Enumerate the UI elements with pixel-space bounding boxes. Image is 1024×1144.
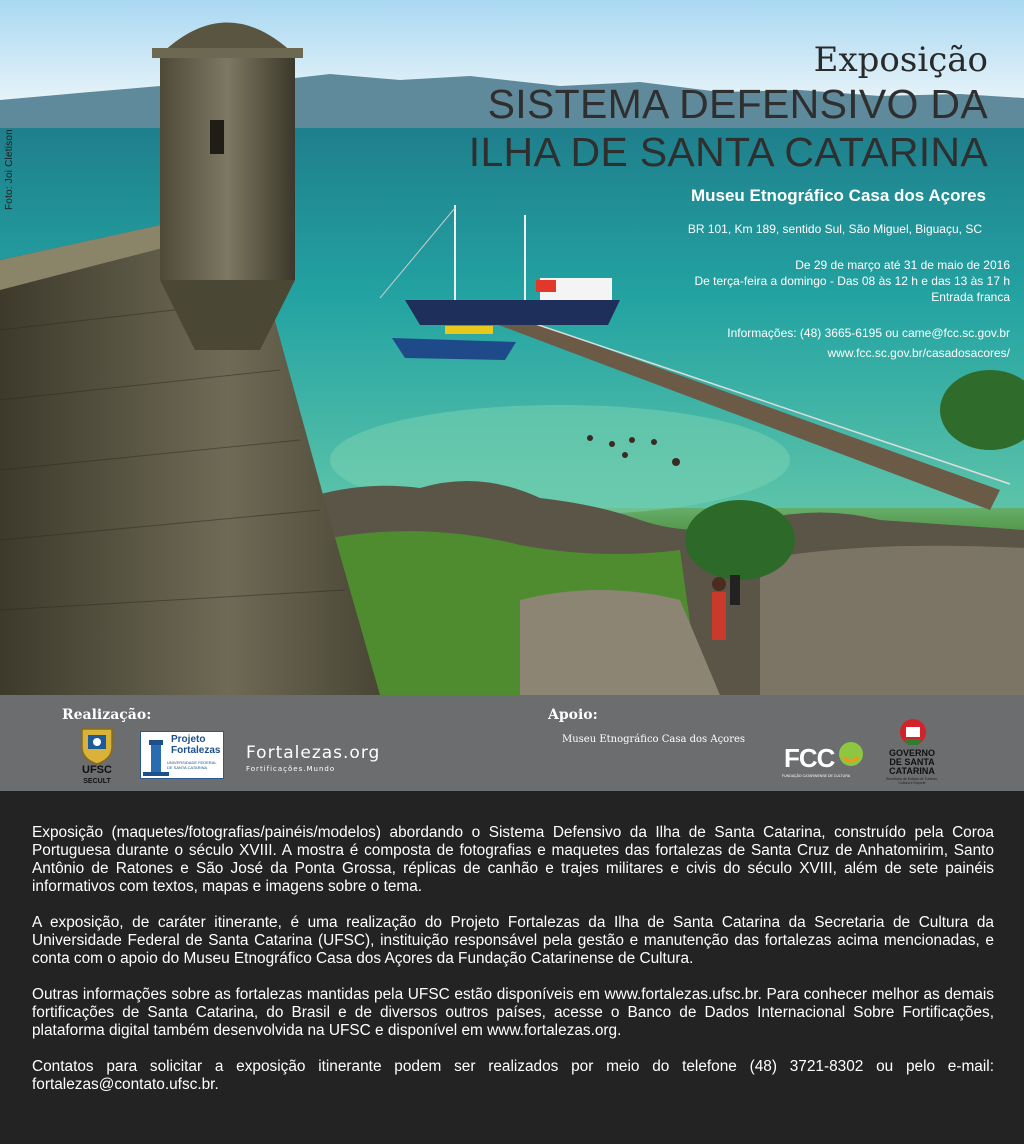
projeto-fortalezas-text (171, 734, 220, 756)
fcc-logo-sub: FUNDAÇÃO CATARINENSE DE CULTURA (782, 774, 851, 778)
ufsc-logo-text: UFSC (82, 764, 112, 776)
projeto-logo-small: UNIVERSIDADE FEDERAL DE SANTA CATARINA (167, 760, 217, 770)
ufsc-crest-icon (78, 725, 116, 765)
fortalezas-org-logo: Fortalezas.org (246, 743, 381, 763)
gov-logo-line1: GOVERNO (888, 748, 935, 758)
apoio-heading: Apoio: (548, 707, 598, 723)
opening-hours: De terça-feira a domingo - Das 08 às 12 h e das 13 às 17 h (694, 274, 1010, 288)
projeto-logo-line1: Projeto (171, 734, 206, 745)
exhibition-dates: De 29 de março até 31 de maio de 2016 (795, 258, 1010, 272)
gov-logo-sub: Secretaria de Estado de Turismo, Cultura e Esporte (886, 777, 938, 785)
realizacao-heading: Realização: (62, 707, 152, 723)
description-text (32, 824, 994, 1112)
description-paragraph: Outras informações sobre as fortalezas mantidas pela UFSC estão disponíveis em www.fortalezas.ufsc.br. Para conhecer melhor as demais fortificações de Santa Catarina, do Brasil e de diversos outros países, acesse o Banco de Dados Internacional Sobre Fortificações, plataforma digital também desenvolvida na UFSC e disponível em www.fortalezas.org. (32, 986, 994, 1039)
venue-name: Museu Etnográfico Casa dos Açores (690, 186, 986, 205)
fcc-logo: FCC (784, 743, 835, 773)
exhibition-title-line2: ILHA DE SANTA CATARINA (468, 129, 988, 175)
gov-logo-line2: DE SANTA (889, 757, 935, 767)
schedule (694, 257, 1010, 305)
fcc-hand-icon (836, 739, 866, 769)
website-link[interactable]: www.fcc.sc.gov.br/casadosacores/ (827, 346, 1010, 360)
description-paragraph: Contatos para solicitar a exposição itinerante podem ser realizados por meio do telefone (48) 3721-8302 ou pelo e-mail: fortalezas@contato.ufsc.br. (32, 1058, 994, 1093)
venue-address: BR 101, Km 189, sentido Sul, São Miguel, Biguaçu, SC (687, 222, 982, 236)
fortalezas-org-sub: Fortificações.Mundo (246, 765, 336, 773)
exhibition-kicker: Exposição (813, 40, 988, 80)
info-contact: Informações: (48) 3665-6195 ou came@fcc.sc.gov.br (727, 326, 1010, 340)
santa-catarina-crest-icon (898, 717, 928, 747)
apoio-museum: Museu Etnográfico Casa dos Açores (562, 734, 746, 745)
sponsors-strip (0, 695, 1024, 791)
ufsc-logo (76, 765, 118, 787)
contact-block (727, 323, 1010, 363)
projeto-fortalezas-logo (140, 731, 224, 779)
photo-credit: Foto: Joi Cletison (4, 129, 15, 210)
sentry-tower (152, 23, 303, 351)
ufsc-logo-sub: SECULT (83, 778, 111, 785)
gov-sc-logo (884, 749, 940, 776)
exhibition-title-line1: SISTEMA DEFENSIVO DA (487, 81, 988, 127)
admission-info: Entrada franca (931, 290, 1010, 304)
description-paragraph: Exposição (maquetes/fotografias/painéis/modelos) abordando o Sistema Defensivo da Ilha de Santa Catarina, construído pela Coroa Portuguesa durante o século XVIII. A mostra é composta de fotografias e maquetes das fortalezas de Santa Cruz de Anhatomirim, Santo Antônio de Ratones e São José da Ponta Grossa, réplicas de canhão e trajes militares e civis do século XVIII, além de sete painéis informativos com textos, mapas e imagens sobre o tema. (32, 824, 994, 895)
title-block (469, 40, 988, 176)
lighthouse-icon (143, 738, 169, 776)
gov-logo-line3: CATARINA (889, 766, 935, 776)
description-paragraph: A exposição, de caráter itinerante, é uma realização do Projeto Fortalezas da Ilha de Santa Catarina da Secretaria de Cultura da Universidade Federal de Santa Catarina (UFSC), instituição responsável pela gestão e manutenção das fortalezas acima mencionadas, e conta com o apoio do Museu Etnográfico Casa dos Açores da Fundação Catarinense de Cultura. (32, 914, 994, 967)
stone-ruins-right (760, 546, 1024, 695)
projeto-logo-line2: Fortalezas (171, 745, 221, 756)
